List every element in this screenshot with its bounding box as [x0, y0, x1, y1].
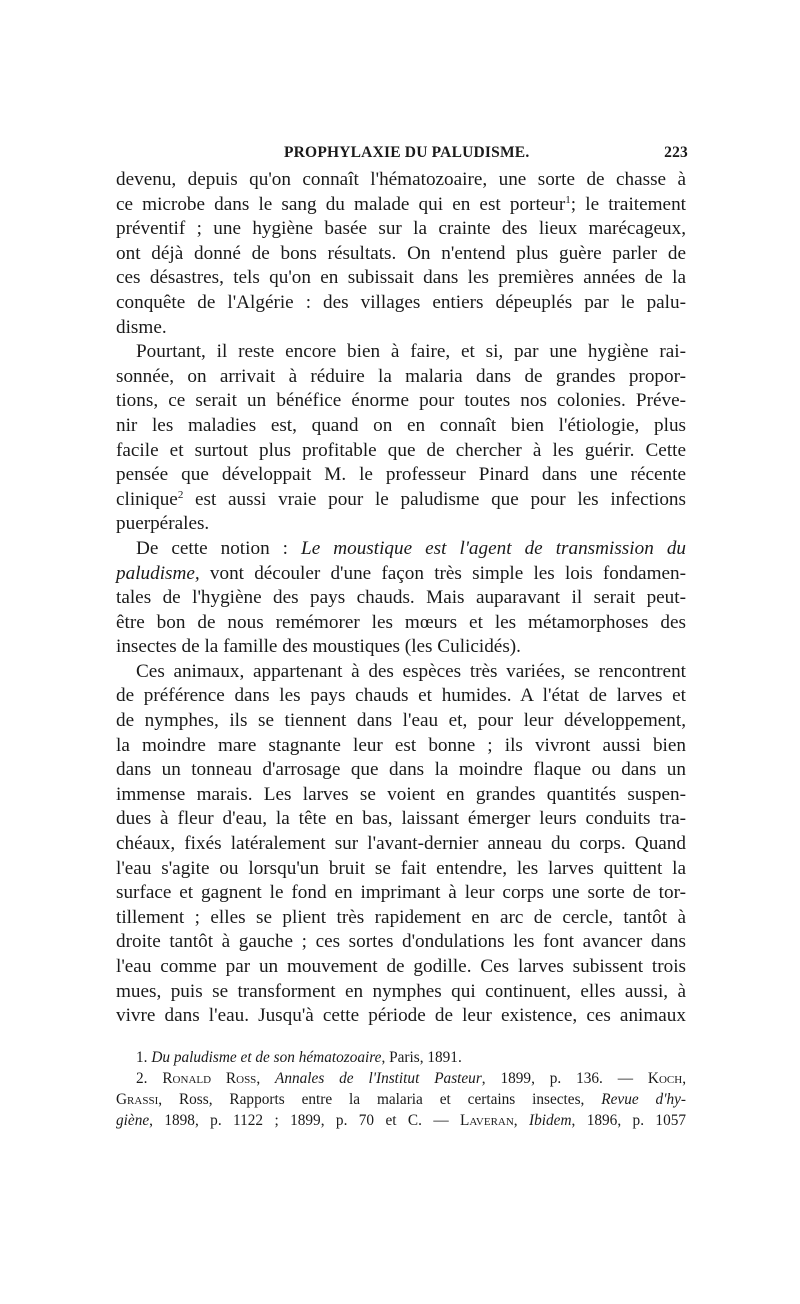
text-line: conquête de l'Algérie : des villages entiers dépeuplés par le palu- — [116, 291, 686, 313]
text-line: préventif ; une hygiène basée sur la crainte des lieux marécageux, — [116, 218, 686, 240]
text-line: insectes de la famille des moustiques (les Culicidés). — [116, 636, 521, 658]
text-line: ce microbe dans le sang du malade qui en est porteur$^1$; le traitement — [116, 193, 686, 215]
text-line: ces désastres, tels qu'on en subissait dans les premières années de la — [116, 267, 686, 289]
paragraph-3 — [116, 537, 686, 660]
text-line: de nymphes, ils se tiennent dans l'eau et, pour leur développement, — [116, 710, 686, 732]
footnote-2-cont: Grassi, Ross, Rapports entre la malaria et certains insectes, Revue d'hy- — [116, 1090, 686, 1108]
body-text — [116, 168, 686, 1029]
text-line: dues à fleur d'eau, la tête en bas, laissant émerger leurs conduits tra- — [116, 808, 686, 830]
text-line: immense marais. Les larves se voient en grandes quantités suspen- — [116, 783, 686, 805]
text-line: tillement ; elles se plient très rapidement en arc de cercle, tantôt à — [116, 906, 686, 928]
text-line: nir les maladies est, quand on en connaît bien l'étiologie, plus — [116, 414, 686, 436]
text-line: la moindre mare stagnante leur est bonne ; ils vivront aussi bien — [116, 734, 686, 756]
text-line: mues, puis se transforment en nymphes qui continuent, elles aussi, à — [116, 980, 686, 1002]
text-line: chéaux, fixés latéralement sur l'avant-dernier anneau du corps. Quand — [116, 833, 686, 855]
text-line: sonnée, on arrivait à réduire la malaria dans de grandes propor- — [116, 365, 686, 387]
text-line: clinique$^2$ est aussi vraie pour le paludisme que pour les infections — [116, 488, 686, 510]
paragraph-4 — [116, 660, 686, 1029]
text-line: être bon de nous remémorer les mœurs et les métamorphoses des — [116, 611, 686, 633]
text-line: Ces animaux, appartenant à des espèces très variées, se rencontrent — [136, 660, 686, 682]
text-line: tales de l'hygiène des pays chauds. Mais auparavant il serait peut- — [116, 587, 686, 609]
footnote-1: 1. Du paludisme et de son hématozoaire, Paris, 1891. — [136, 1048, 462, 1066]
text-line: puerpérales. — [116, 513, 210, 535]
text-line: dans un tonneau d'arrosage que dans la moindre flaque ou dans un — [116, 759, 686, 781]
text-line: pensée que développait M. le professeur Pinard dans une récente — [116, 464, 686, 486]
text-line: facile et surtout plus profitable que de chercher à les guérir. Cette — [116, 439, 686, 461]
paragraph-2 — [116, 340, 686, 537]
page-number: 223 — [664, 144, 688, 161]
text-line: droite tantôt à gauche ; ces sortes d'ondulations les font avancer dans — [116, 931, 686, 953]
text-line: surface et gagnent le fond en imprimant à leur corps une sorte de tor- — [116, 882, 686, 904]
footnote-ref-1[interactable]: 1 — [565, 193, 571, 206]
text-line: ont déjà donné de bons résultats. On n'entend plus guère parler de — [116, 242, 686, 264]
text-line: Pourtant, il reste encore bien à faire, et si, par une hygiène rai- — [136, 341, 686, 363]
book-page — [116, 140, 686, 1131]
running-head — [116, 140, 686, 166]
footnote-2: 2. Ronald Ross, Annales de l'Institut Pasteur, 1899, p. 136. — Koch, — [136, 1069, 687, 1087]
text-line: vivre dans l'eau. Jusqu'à cette période de leur existence, ces animaux — [116, 1005, 686, 1027]
text-line: l'eau s'agite ou lorsqu'un bruit se fait entendre, les larves quittent la — [116, 857, 686, 879]
text-line: devenu, depuis qu'on connaît l'hématozoaire, une sorte de chasse à — [116, 169, 686, 190]
emphasis-thesis: Le moustique est l'agent de transmission du — [301, 537, 687, 559]
text-line: de préférence dans les pays chauds et humides. A l'état de larves et — [116, 685, 686, 707]
text-line: disme. — [116, 316, 167, 338]
running-title: PROPHYLAXIE DU PALUDISME. — [284, 144, 530, 161]
text-line: l'eau comme par un mouvement de godille. Ces larves subissent trois — [116, 956, 686, 977]
paragraph-1 — [116, 168, 686, 340]
emphasis-thesis: paludisme, — [116, 562, 200, 584]
text-line: De cette notion : Le moustique est l'agent de transmission du — [136, 537, 687, 559]
text-line: paludisme, vont découler d'une façon très simple les lois fondamen- — [116, 562, 686, 584]
footnotes — [116, 1047, 686, 1131]
footnote-ref-2[interactable]: 2 — [177, 488, 184, 501]
footnote-2-cont: giène, 1898, p. 1122 ; 1899, p. 70 et C. — Laveran, Ibidem, 1896, p. 1057 — [116, 1111, 687, 1129]
text-line: tions, ce serait un bénéfice énorme pour toutes nos colonies. Préve- — [116, 390, 686, 412]
